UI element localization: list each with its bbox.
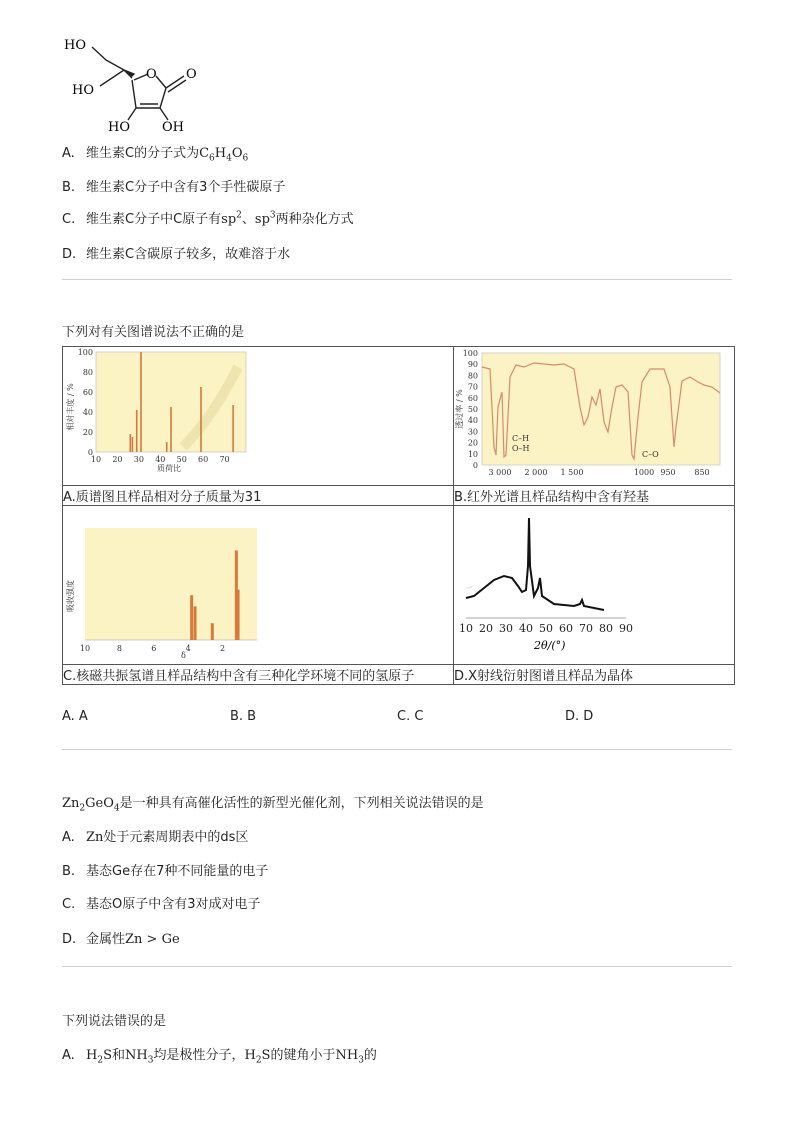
divider: [62, 966, 732, 967]
ms-ytick: 100: [77, 348, 93, 357]
q1-option-d[interactable]: D. 维生素C含碳原子较多，故难溶于水: [62, 247, 291, 262]
nmr-spectrum-chart: [63, 506, 453, 660]
caption-d: D.X射线衍射图谱且样品为晶体: [454, 665, 735, 685]
spectra-table: [62, 346, 735, 685]
ms-xtick: 40: [155, 455, 166, 464]
ir-xtick: 2 000: [524, 468, 548, 477]
nmr-xtick: 8: [116, 644, 122, 653]
ms-xtick: 70: [219, 455, 230, 464]
ms-xtick: 10: [90, 455, 102, 464]
ms-ytick: 60: [82, 388, 93, 397]
ir-ytick: 0: [472, 461, 478, 470]
ir-ytick: 30: [467, 427, 478, 437]
ms-xtick: 30: [133, 455, 144, 464]
xrd-xtick: 70: [579, 622, 593, 635]
ms-xlabel: 质荷比: [157, 464, 181, 473]
q3-option-b[interactable]: B. 基态Ge存在7种不同能量的电子: [62, 864, 269, 879]
nmr-xtick: 2: [220, 644, 226, 653]
nmr-peak: [190, 595, 193, 640]
ir-xtick: 850: [694, 468, 710, 477]
atom-oh-bottom-right: OH: [162, 120, 184, 135]
ir-ytick: 60: [467, 393, 478, 403]
caption-c: C.核磁共振氢谱且样品结构中含有三种化学环境不同的氢原子: [63, 665, 454, 685]
ir-ytick: 40: [467, 416, 478, 426]
q4-option-a[interactable]: A. $H_2S$和$NH_3$均是极性分子，$H_2S$的键角小于$NH_3$的: [62, 1048, 377, 1066]
nmr-peak: [194, 606, 197, 640]
ir-ytick: 10: [467, 449, 478, 459]
xrd-chart: [454, 506, 734, 660]
q2-answer-b[interactable]: B. B: [230, 709, 257, 724]
atom-oh-bottom-left: HO: [108, 120, 130, 135]
q1-option-c[interactable]: C. 维生素C分子中C原子有$sp^2$、$sp^3$两种杂化方式: [62, 210, 354, 227]
mass-spectrum-chart: [63, 347, 453, 481]
ir-xtick: 1 500: [560, 468, 584, 477]
ir-xtick: 950: [660, 468, 676, 477]
atom-ho-left: HO: [72, 83, 94, 98]
xrd-trace: [466, 518, 604, 610]
xrd-xtick: 90: [619, 622, 633, 635]
atom-ho-top: HO: [64, 38, 86, 53]
q4-stem: 下列说法错误的是: [62, 1014, 167, 1029]
divider: [62, 279, 732, 280]
xrd-xtick: 10: [459, 622, 473, 635]
ms-xtick: 20: [112, 455, 123, 464]
q3-option-a[interactable]: A. Zn处于元素周期表中的ds区: [62, 830, 249, 845]
nmr-ylabel: 吸收强度: [66, 580, 75, 612]
atom-o-ring: O: [146, 67, 157, 82]
q2-answer-a[interactable]: A. A: [62, 709, 88, 724]
divider: [62, 749, 732, 750]
nmr-xlabel: δ: [181, 651, 186, 660]
q1-option-a[interactable]: A. 维生素C的分子式为$C_6H_4O_6$: [62, 146, 249, 164]
caption-a: A.质谱图且样品相对分子质量为31: [63, 486, 454, 506]
ir-ytick: 20: [467, 438, 478, 448]
nmr-xtick: 4: [185, 644, 191, 653]
xrd-xtick: 60: [559, 622, 573, 635]
ir-ytick: 50: [467, 405, 478, 414]
ms-ytick: 80: [82, 368, 93, 377]
ir-xtick: 3 000: [488, 468, 512, 477]
xrd-xtick: 40: [519, 622, 533, 635]
ir-ytick: 100: [462, 349, 478, 358]
atom-o-keto: O: [186, 67, 197, 82]
ir-ylabel: 透过率 / %: [455, 389, 464, 429]
vitamin-c-structure: [62, 30, 212, 140]
q3-option-d[interactable]: D. 金属性Zn > Ge: [62, 932, 180, 947]
ir-ytick: 70: [467, 382, 478, 392]
ms-xtick: 50: [176, 455, 187, 464]
ir-annot-ch: C–H: [512, 434, 530, 443]
q1-option-b[interactable]: B. 维生素C分子中含有3个手性碳原子: [62, 180, 286, 195]
xrd-xtick: 50: [539, 622, 553, 635]
xrd-xlabel: 2θ/(°): [534, 639, 566, 652]
q3-option-c[interactable]: C. 基态O原子中含有3对成对电子: [62, 897, 261, 912]
ir-ytick: 90: [467, 360, 478, 370]
ms-ytick: 40: [82, 408, 93, 417]
xrd-xtick: 30: [499, 622, 513, 635]
ir-annot-co: C–O: [642, 450, 659, 459]
nmr-xtick: 10: [79, 644, 91, 653]
ms-ytick: 20: [82, 428, 93, 437]
q2-answer-c[interactable]: C. C: [397, 709, 424, 724]
nmr-peak: [237, 590, 240, 640]
caption-b: B.红外光谱且样品结构中含有羟基: [454, 486, 735, 506]
ir-annot-oh: O–H: [512, 444, 530, 453]
ms-xtick: 60: [198, 455, 209, 464]
ir-spectrum-chart: [454, 347, 734, 481]
q2-answer-d[interactable]: D. D: [565, 709, 594, 724]
ir-ytick: 80: [467, 371, 478, 381]
nmr-xtick: 6: [151, 644, 157, 653]
nmr-peak: [211, 623, 214, 640]
xrd-xtick: 80: [599, 622, 613, 635]
xrd-xtick: 20: [479, 622, 493, 635]
q3-stem: $Zn_2GeO_4$是一种具有高催化活性的新型光催化剂，下列相关说法错误的是: [62, 796, 484, 814]
ir-xtick: 1000: [633, 468, 655, 477]
ms-ylabel: 相对丰度 / %: [66, 383, 75, 431]
q2-stem: 下列对有关图谱说法不正确的是: [62, 325, 245, 340]
ms-ytick: 0: [87, 448, 93, 457]
